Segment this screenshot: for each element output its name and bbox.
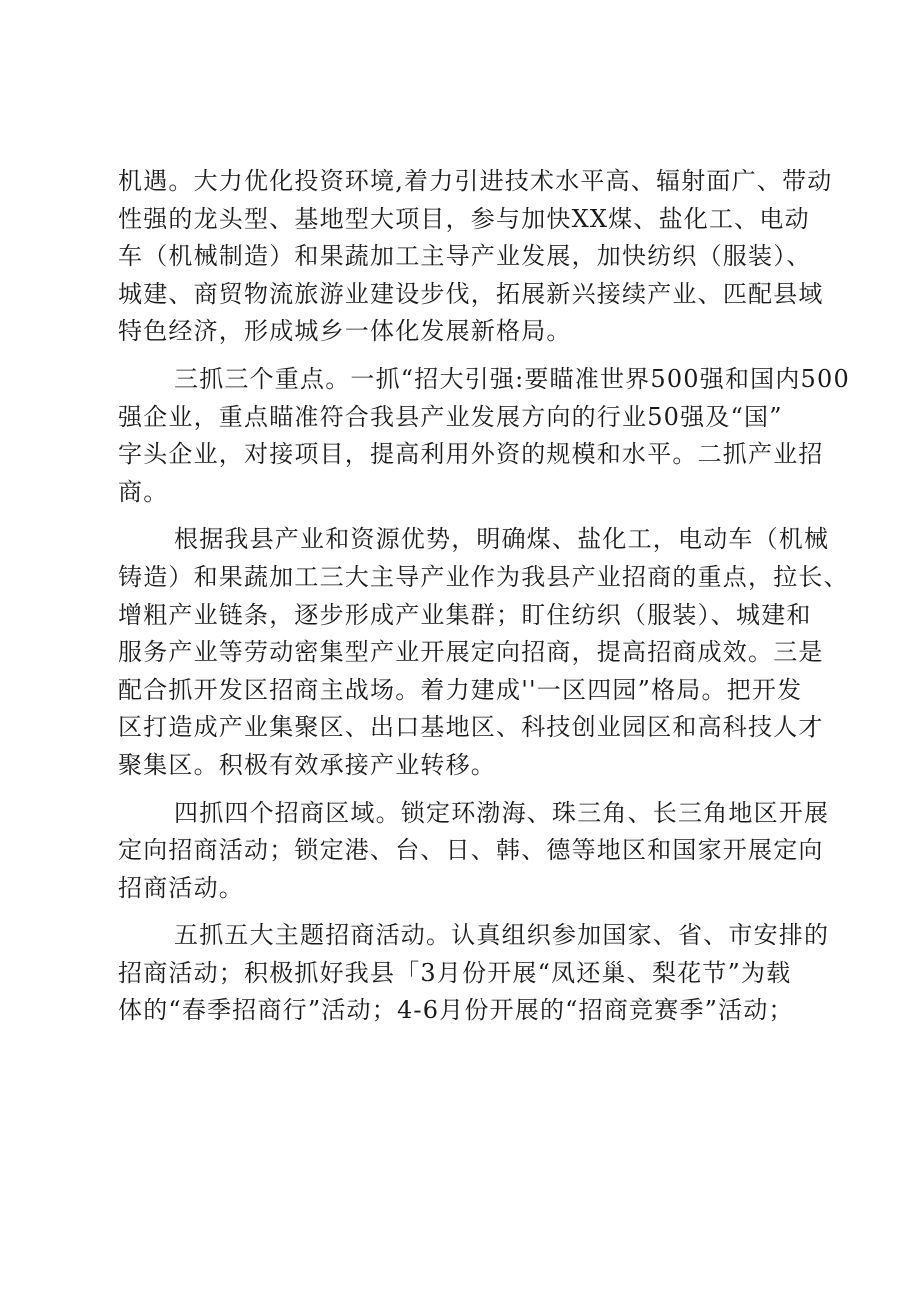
paragraph-line: 体的“春季招商行”活动；4-6月份开展的“招商竞赛季”活动； [118, 996, 794, 1025]
paragraph-line: 机遇。大力优化投资环境,着力引进技术水平高、辐射面广、带动 [118, 167, 833, 195]
paragraph-line: 增粗产业链条，逐步形成产业集群；盯住纺织（服装）、城建和 [118, 600, 812, 629]
paragraph-line: 城建、商贸物流旅游业建设步伐，拓展新兴接续产业、匹配县域 [118, 279, 824, 308]
document-body [118, 163, 850, 1030]
paragraph-line: 定向招商活动；锁定港、台、日、韩、德等地区和国家开展定向 [118, 836, 824, 865]
paragraph-spacer [118, 351, 818, 361]
paragraph-line: 招商活动。 [118, 873, 244, 902]
paragraph [118, 795, 830, 908]
paragraph-line: 商。 [118, 477, 169, 506]
paragraph-line: 特色经济，形成城乡一体化发展新格局。 [118, 317, 572, 346]
paragraph-line: 强企业，重点瞄准符合我县产业发展方向的行业50强及“国” [118, 402, 783, 431]
paragraph-line: 车（机械制造）和果蔬加工主导产业发展，加快纺织（服装）、 [118, 242, 812, 271]
paragraph-line: 五抓五大主题招商活动。认真组织参加国家、省、市安排的 [174, 921, 830, 950]
paragraph-line: 铸造）和果蔬加工三大主导产业作为我县产业招商的重点，拉长、 [118, 562, 849, 591]
paragraph-line: 聚集区。积极有效承接产业转移。 [118, 750, 496, 779]
paragraph-line: 三抓三个重点。一抓“招大引强:要瞄准世界500强和国内500 [174, 364, 850, 393]
paragraph-line: 区打造成产业集聚区、出口基地区、科技创业园区和高科技人才 [118, 713, 824, 742]
paragraph-line: 根据我县产业和资源优势，明确煤、盐化工，电动车（机械 [174, 525, 830, 554]
paragraph-line: 四抓四个招商区域。锁定环渤海、珠三角、长三角地区开展 [174, 798, 830, 827]
paragraph-line: 字头企业，对接项目，提高利用外资的规模和水平。二抓产业招 [118, 440, 824, 469]
paragraph-spacer [118, 511, 818, 521]
paragraph [118, 163, 833, 351]
paragraph [118, 917, 830, 1030]
paragraph-spacer [118, 785, 818, 795]
paragraph-line: 性强的龙头型、基地型大项目，参与加快XX煤、盐化工、电动 [118, 204, 810, 233]
paragraph-spacer [118, 907, 818, 917]
paragraph [118, 521, 849, 784]
paragraph [118, 361, 850, 511]
paragraph-line: 招商活动；积极抓好我县「3月份开展“凤还巢、梨花节”为载 [118, 958, 792, 987]
paragraph-line: 服务产业等劳动密集型产业开展定向招商，提高招商成效。三是 [118, 638, 824, 667]
paragraph-line: 配合抓开发区招商主战场。着力建成''一区四园”格局。把开发 [118, 675, 803, 704]
